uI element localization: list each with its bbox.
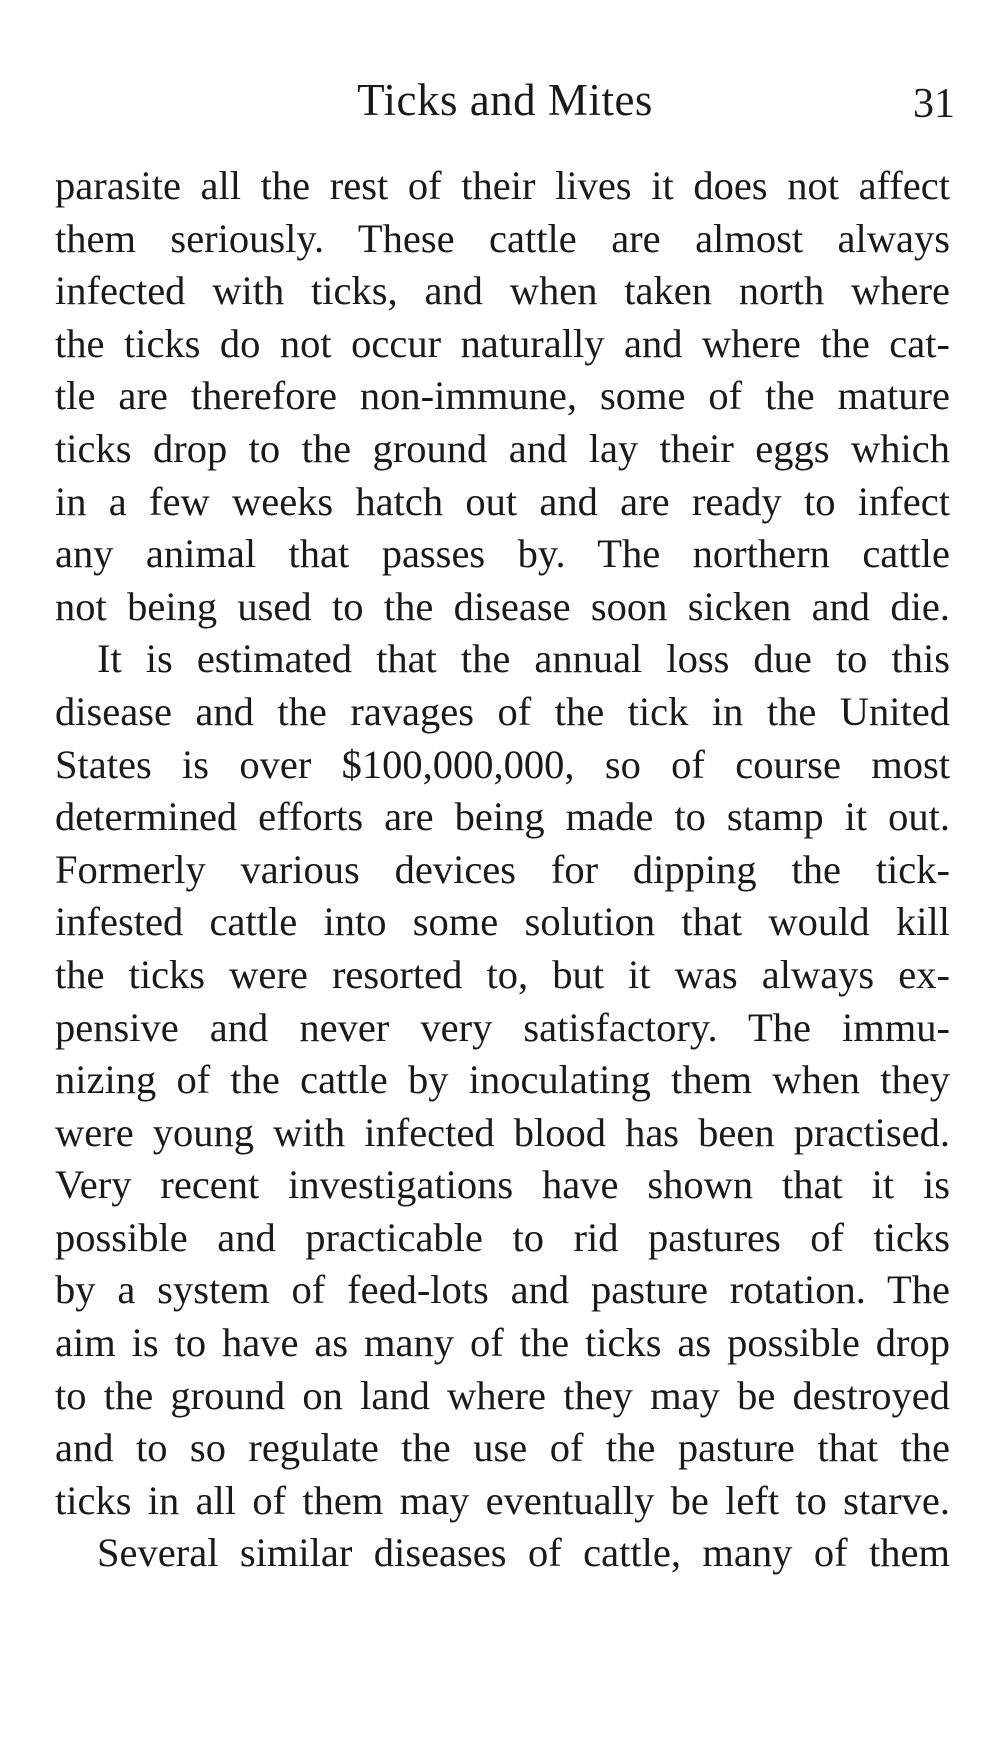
text-line: Very recent investigations have shown that it is [55, 1162, 950, 1208]
text-line: not being used to the disease soon sicken and die. [55, 583, 950, 629]
paragraph-3 [55, 1527, 950, 1580]
text-line: parasite all the rest of their lives it does not affect [55, 163, 950, 208]
text-line: States is over $100,000,000, so of course most [55, 741, 950, 787]
page-number: 31 [913, 81, 955, 127]
text-line: pensive and never very satisfactory. The immu- [55, 1004, 950, 1050]
text-line: tle are therefore non-immune, some of the mature [55, 373, 950, 419]
text-line: the ticks were resorted to, but it was always ex- [55, 951, 950, 997]
text-line: disease and the ravages of the tick in the United [55, 688, 950, 734]
text-line: Several similar diseases of cattle, many of them [97, 1530, 950, 1576]
text-line: to the ground on land where they may be destroyed [55, 1372, 950, 1418]
text-line: Formerly various devices for dipping the tick- [55, 846, 950, 892]
text-line: were young with infected blood has been practised. [55, 1109, 950, 1155]
text-line: determined efforts are being made to stamp it out. [55, 794, 950, 840]
text-line: any animal that passes by. The northern cattle [55, 531, 950, 577]
text-line: by a system of feed-lots and pasture rotation. The [55, 1267, 950, 1313]
text-line: It is estimated that the annual loss due to this [97, 636, 950, 682]
text-line: and to so regulate the use of the pasture that the [55, 1425, 950, 1471]
text-line: infested cattle into some solution that would kill [55, 899, 950, 945]
text-line: in a few weeks hatch out and are ready to infect [55, 478, 950, 524]
text-line: aim is to have as many of the ticks as possible drop [55, 1320, 950, 1366]
running-head: Ticks and Mites [357, 75, 653, 125]
text-line: possible and practicable to rid pastures of ticks [55, 1214, 950, 1260]
text-line: the ticks do not occur naturally and where the cat- [55, 320, 950, 366]
page-header [55, 70, 955, 130]
text-line: them seriously. These cattle are almost always [55, 215, 950, 261]
text-line: nizing of the cattle by inoculating them when they [55, 1057, 950, 1103]
paragraph-2 [55, 633, 950, 1527]
body-text [55, 160, 950, 1580]
paragraph-1 [55, 160, 950, 633]
text-line: ticks drop to the ground and lay their eggs which [55, 425, 950, 471]
text-line: infected with ticks, and when taken north where [55, 268, 950, 314]
text-line: ticks in all of them may eventually be left to starve. [55, 1477, 950, 1523]
